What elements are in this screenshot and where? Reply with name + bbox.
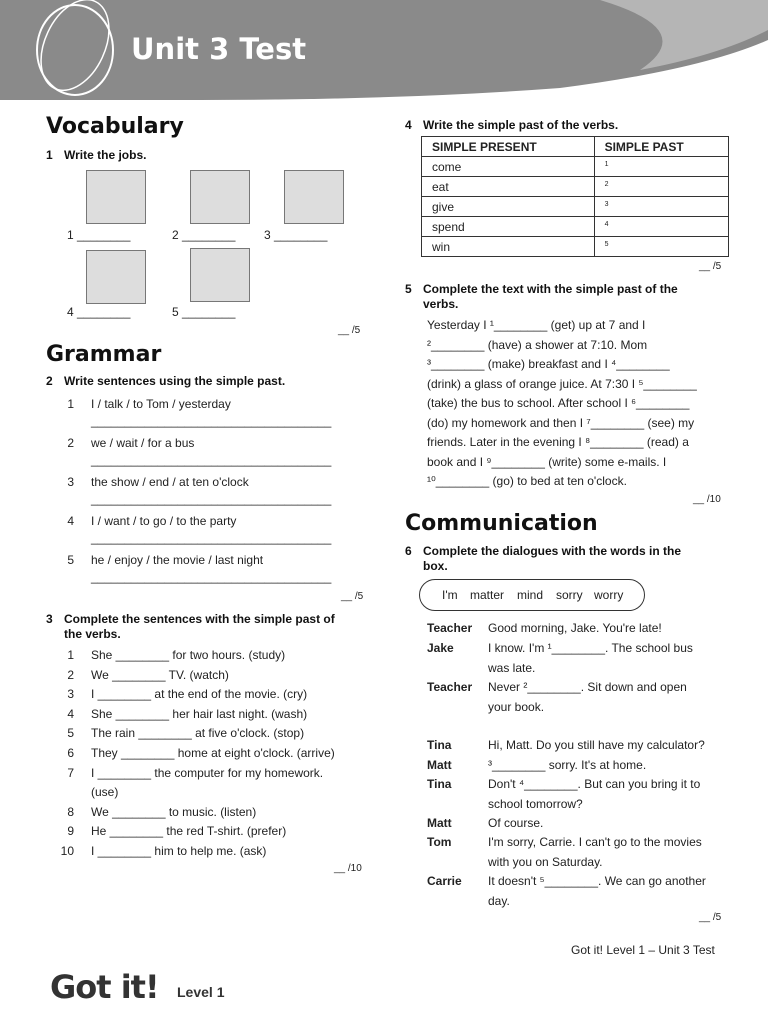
exercise-6-score: __ /5	[699, 912, 722, 923]
word-box-item: I'm	[442, 588, 458, 602]
dialogue-turn	[427, 678, 737, 717]
text-line: ¹⁰________ (go) to bed at ten o'clock.	[427, 474, 627, 488]
exercise-3-item	[46, 824, 366, 840]
table-header: SIMPLE PRESENT	[422, 137, 595, 157]
item-number: 2	[67, 436, 74, 450]
dialogue-turn	[427, 619, 737, 639]
past-cell	[594, 197, 728, 217]
item-number: 3	[67, 475, 74, 489]
table-row	[422, 217, 729, 237]
answer-line: ____________________________________	[91, 414, 332, 428]
speaker-line	[488, 678, 738, 717]
answer-number: 3	[604, 200, 609, 208]
exercise-2-instruction: 2 Write sentences using the simple past.	[46, 374, 286, 388]
table-header: SIMPLE PAST	[594, 137, 728, 157]
line-text: day.	[488, 893, 510, 908]
exercise-2-item	[46, 436, 366, 452]
speaker-name: Matt	[427, 758, 452, 772]
item-sentence: We ________ to music. (listen)	[91, 804, 257, 819]
item-sentence: She ________ her hair last night. (wash)	[91, 706, 308, 721]
exercise-3-item	[46, 687, 366, 703]
line-text: Good morning, Jake. You're late!	[488, 621, 662, 635]
item-number: 2	[67, 667, 74, 682]
item-sentence: (use)	[91, 785, 119, 800]
grammar-heading: Grammar	[46, 342, 162, 367]
answer-number: 5	[604, 240, 609, 248]
text-line: Yesterday I ¹________ (get) up at 7 and I	[427, 318, 646, 332]
text-line: (do) my homework and then I ⁷________ (see) my	[427, 415, 695, 430]
speaker-line	[488, 833, 738, 872]
speaker-name: Jake	[427, 641, 454, 655]
speaker-line	[488, 872, 738, 911]
item-sentence: The rain ________ at five o'clock. (stop)	[91, 726, 305, 741]
word-box-item: mind	[517, 588, 544, 602]
line-text: ³________ sorry. It's at home.	[488, 758, 647, 772]
item-sentence: They ________ home at eight o'clock. (arrive)	[91, 746, 335, 760]
item-sentence: I ________ at the end of the movie. (cry)	[91, 687, 308, 702]
speaker-line	[488, 619, 738, 639]
word-box	[419, 579, 645, 611]
speaker-line	[488, 775, 738, 814]
past-cell	[594, 157, 728, 177]
page-footer: Got it! Level 1 – Unit 3 Test	[571, 943, 715, 957]
exercise-3-item	[46, 707, 366, 723]
exercise-1-score: __ /5	[338, 325, 361, 336]
exercise-2-item	[46, 514, 366, 530]
job-label-5: 5 ________	[172, 305, 236, 319]
item-prompt: I / want / to go / to the party	[91, 514, 237, 528]
answer-line: ____________________________________	[91, 531, 332, 545]
exercise-3-item	[46, 766, 366, 782]
item-sentence: We ________ TV. (watch)	[91, 667, 229, 682]
item-number: 10	[60, 844, 74, 858]
item-sentence: I ________ him to help me. (ask)	[91, 844, 267, 858]
speaker-name: Carrie	[427, 874, 462, 888]
speaker-name: Matt	[427, 816, 452, 830]
item-number: 6	[67, 746, 74, 760]
exercise-3-score: __ /10	[334, 863, 362, 874]
text-line: (take) the bus to school. After school I ⁶________	[427, 396, 690, 410]
word-box-item: worry	[594, 588, 624, 602]
answer-line: ____________________________________	[91, 492, 332, 506]
line-text: Don't ⁴________. But can you bring it to	[488, 777, 701, 791]
past-cell	[594, 217, 728, 237]
exercise-5-instruction: 5 Complete the text with the simple past of the verbs.	[405, 282, 678, 311]
exercise-3-instruction: 3 Complete the sentences with the simple past of the verbs.	[46, 612, 335, 641]
exercise-2-item	[46, 475, 366, 491]
table-row	[422, 237, 729, 257]
exercise-2-score: __ /5	[341, 591, 364, 602]
word-box-item: matter	[470, 588, 505, 602]
item-number: 5	[67, 726, 74, 741]
item-number: 4	[67, 706, 74, 721]
exercise-1-instruction: 1 Write the jobs.	[46, 148, 147, 162]
speaker-line	[488, 639, 738, 678]
speaker-name: Tina	[427, 777, 452, 791]
line-text: Never ²________. Sit down and open	[488, 680, 687, 694]
dialogue-turn	[427, 736, 737, 756]
line-text: with you on Saturday.	[488, 854, 603, 869]
item-number: 1	[67, 397, 74, 411]
item-number: 9	[67, 824, 74, 839]
table-row	[422, 177, 729, 197]
exercise-3-item	[46, 668, 366, 684]
text-line: book and I ⁹________ (write) some e-mails. I	[427, 454, 667, 469]
job-picture-2	[190, 170, 250, 224]
job-label-4: 4 ________	[67, 305, 131, 319]
speaker-name: Teacher	[427, 680, 473, 694]
present-cell: eat	[422, 177, 595, 197]
job-picture-5	[190, 248, 250, 302]
table-row	[422, 157, 729, 177]
answer-line: ____________________________________	[91, 453, 332, 467]
dialogue-turn	[427, 814, 737, 834]
text-line: (drink) a glass of orange juice. At 7:30 I ⁵________	[427, 376, 697, 391]
communication-heading: Communication	[405, 511, 598, 536]
item-prompt: the show / end / at ten o'clock	[91, 475, 249, 489]
job-picture-1	[86, 170, 146, 224]
vocabulary-heading: Vocabulary	[46, 114, 184, 139]
present-cell: spend	[422, 217, 595, 237]
exercise-3-item	[46, 844, 366, 860]
line-text: your book.	[488, 699, 545, 714]
present-cell: win	[422, 237, 595, 257]
line-text: I know. I'm ¹________. The school bus	[488, 641, 693, 655]
item-sentence: I ________ the computer for my homework.	[91, 765, 324, 780]
exercise-4-instruction: 4 Write the simple past of the verbs.	[405, 118, 619, 132]
item-prompt: I / talk / to Tom / yesterday	[91, 397, 231, 411]
item-prompt: he / enjoy / the movie / last night	[91, 553, 264, 567]
exercise-3-item	[46, 805, 366, 821]
exercise-3-item	[46, 726, 366, 742]
speaker-line	[488, 736, 738, 756]
speaker-line	[488, 814, 738, 834]
speaker-name: Tom	[427, 835, 452, 849]
answer-number: 2	[604, 180, 609, 188]
answer-line: ____________________________________	[91, 570, 332, 584]
job-label-2: 2 ________	[172, 228, 236, 242]
item-sentence: He ________ the red T-shirt. (prefer)	[91, 824, 287, 839]
answer-number: 1	[604, 160, 609, 168]
table-row	[422, 197, 729, 217]
past-cell	[594, 237, 728, 257]
line-text: school tomorrow?	[488, 796, 583, 811]
past-cell	[594, 177, 728, 197]
exercise-3-item	[46, 648, 366, 664]
item-number: 3	[67, 687, 74, 702]
line-text: I'm sorry, Carrie. I can't go to the movies	[488, 835, 702, 849]
answer-number: 4	[604, 220, 609, 228]
text-line: friends. Later in the evening I ⁸________ (read) a	[427, 435, 689, 449]
word-box-item: sorry	[556, 588, 583, 602]
dialogue-turn	[427, 756, 737, 776]
line-text: Of course.	[488, 816, 544, 830]
header-banner	[0, 0, 768, 100]
dialogue-turn	[427, 639, 737, 678]
dialogue-turn	[427, 833, 737, 872]
speaker-name: Tina	[427, 738, 452, 752]
exercise-6-instruction: 6 Complete the dialogues with the words in the box.	[405, 544, 682, 573]
text-line: ²________ (have) a shower at 7:10. Mom	[427, 337, 648, 352]
text-line: ³________ (make) breakfast and I ⁴________	[427, 357, 670, 371]
exercise-2-item	[46, 397, 366, 413]
page-title: Unit 3 Test	[131, 32, 307, 66]
job-label-1: 1 ________	[67, 228, 131, 242]
speaker-line	[488, 756, 738, 776]
line-text: It doesn't ⁵________. We can go another	[488, 874, 706, 888]
job-picture-3	[284, 170, 344, 224]
present-cell: come	[422, 157, 595, 177]
got-it-logo: Got it!	[50, 968, 159, 1006]
present-cell: give	[422, 197, 595, 217]
job-label-3: 3 ________	[264, 228, 328, 242]
item-number: 5	[67, 553, 74, 567]
line-text: was late.	[488, 660, 536, 675]
exercise-3-item	[46, 785, 366, 801]
dialogue-turn	[427, 775, 737, 814]
speaker-name: Teacher	[427, 621, 473, 635]
item-number: 7	[67, 765, 74, 780]
exercise-3-item	[46, 746, 366, 762]
exercise-5-text	[427, 316, 727, 492]
exercise-4-score: __ /5	[699, 261, 722, 272]
job-picture-4	[86, 250, 146, 304]
exercise-5-score: __ /10	[693, 494, 721, 505]
item-prompt: we / wait / for a bus	[91, 436, 195, 450]
level-label: Level 1	[177, 984, 225, 1000]
verb-table	[421, 136, 729, 257]
item-number: 8	[67, 804, 74, 819]
line-text: Hi, Matt. Do you still have my calculator?	[488, 738, 705, 752]
item-number: 1	[67, 648, 74, 662]
exercise-2-item	[46, 553, 366, 569]
item-number: 4	[67, 514, 74, 528]
dialogue-turn	[427, 872, 737, 911]
item-sentence: She ________ for two hours. (study)	[91, 648, 286, 662]
